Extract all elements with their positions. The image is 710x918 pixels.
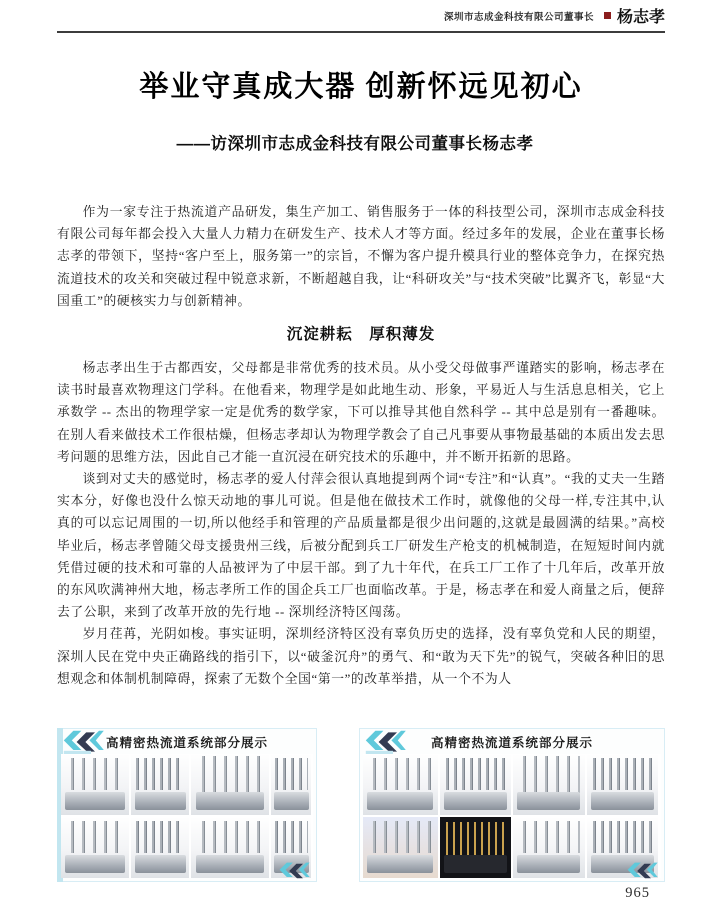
product-photo xyxy=(191,817,269,878)
panel-title: 高精密热流道系统部分展示 xyxy=(430,735,593,750)
header-rule xyxy=(57,31,665,33)
photo-collage xyxy=(61,754,313,878)
section-heading: 沉淀耕耘 厚积薄发 xyxy=(286,326,436,344)
product-photo xyxy=(131,817,189,878)
product-photo xyxy=(513,817,585,878)
product-photo xyxy=(131,754,189,815)
running-header-line xyxy=(57,8,665,28)
double-chevron-left-icon xyxy=(625,862,659,880)
article-subtitle: ——访深圳市志成金科技有限公司董事长杨志孝 xyxy=(176,135,534,153)
paragraph-4: 岁月荏苒，光阴如梭。事实证明，深圳经济特区没有辜负历史的选择，没有辜负党和人民的期望，深圳人民在党中央正确路线的指引下，以“破釜沉舟”的勇气、和“敢为天下先”的锐气，突破各种旧的思想观念和体制机制障碍，探索了无数个全国“第一”的改革举措，从一个不为人 xyxy=(57,627,665,686)
product-photo xyxy=(271,754,311,815)
article-title: 举业守真成大器 创新怀远见初心 xyxy=(139,71,583,103)
photo-collage xyxy=(363,754,661,878)
running-header xyxy=(57,8,665,33)
product-photo xyxy=(440,754,512,815)
product-photo xyxy=(440,817,512,878)
product-photo xyxy=(363,754,438,815)
paragraph-1: 作为一家专注于热流道产品研发，集生产加工、销售服务于一体的科技型公司，深圳市志成金科技有限公司每年都会投入大量人力精力在研发生产、技术人才等方面。经过多年的发展，企业在董事长杨志孝的带领下，坚持“客户至上，服务第一”的宗旨，不懈为客户提升模具行业的整体竞争力，在探究热流道技术的攻关和突破过程中锐意求新，不断超越自我，让“科研攻关”与“技术突破”比翼齐飞，彰显“大国重工”的硬核实力与创新精神。 xyxy=(57,205,665,308)
product-photo xyxy=(363,817,438,878)
product-photo xyxy=(513,754,585,815)
product-photo xyxy=(61,754,129,815)
panel-title: 高精密热流道系统部分展示 xyxy=(105,735,268,750)
product-photo xyxy=(61,817,129,878)
article-body xyxy=(57,201,665,725)
gallery-panel-left xyxy=(57,728,317,882)
paragraph-2: 杨志孝出生于古都西安，父母都是非常优秀的技术员。从小受父母做事严谨踏实的影响，杨志孝在读书时最喜欢物理这门学科。在他看来，物理学是如此地生动、形象，平易近人与生活息息相关，它上承数学 -- 杰出的物理学家一定是优秀的数学家，下可以推导其他自然科学 -- 其中总是别有一番趣味。在别人看来做技术工作很枯燥，但杨志孝却认为物理学教会了自己凡事要从事物最基础的本质出发去思考问题的思维方法，因此自己才能一直沉浸在研究技术的乐趣中，并不断开拓新的思路。 xyxy=(57,361,665,464)
double-chevron-left-icon xyxy=(62,730,104,754)
person-name: 杨志孝 xyxy=(616,9,665,26)
product-photo xyxy=(587,754,659,815)
paragraph-3: 谈到对丈夫的感觉时，杨志孝的爱人付萍会很认真地提到两个词“专注”和“认真”。“我的丈夫一生踏实本分，好像也没什么惊天动地的事儿可说。但是他在做技术工作时，就像他的父母一样,专注其中,认真的可以忘记周围的一切,所以他经手和管理的产品质量都是很少出问题的,这就是最圆满的结果。”高校毕业后，杨志孝曾随父母支援贵州三线，后被分配到兵工厂研发生产枪支的机械制造，在短短时间内就凭借过硬的技术和可靠的人品被评为了中层干部。到了九十年代，在兵工厂工作了十几年后，改革开放的东风吹满神州大地，杨志孝所工作的国企兵工厂也面临改革。于是，杨志孝在和爱人商量之后，便辞去了公职，来到了改革开放的先行地 -- 深圳经济特区闯荡。 xyxy=(57,472,665,620)
double-chevron-left-icon xyxy=(277,862,311,880)
running-title: 深圳市志成金科技有限公司董事长 xyxy=(443,12,594,23)
red-square-icon xyxy=(604,12,611,19)
photo-gallery xyxy=(57,728,665,882)
gallery-panel-right xyxy=(359,728,665,882)
panel-header xyxy=(58,729,316,754)
panel-header xyxy=(360,729,664,754)
double-chevron-left-icon xyxy=(364,730,406,754)
product-photo xyxy=(191,754,269,815)
page-number: 965 xyxy=(625,885,650,901)
